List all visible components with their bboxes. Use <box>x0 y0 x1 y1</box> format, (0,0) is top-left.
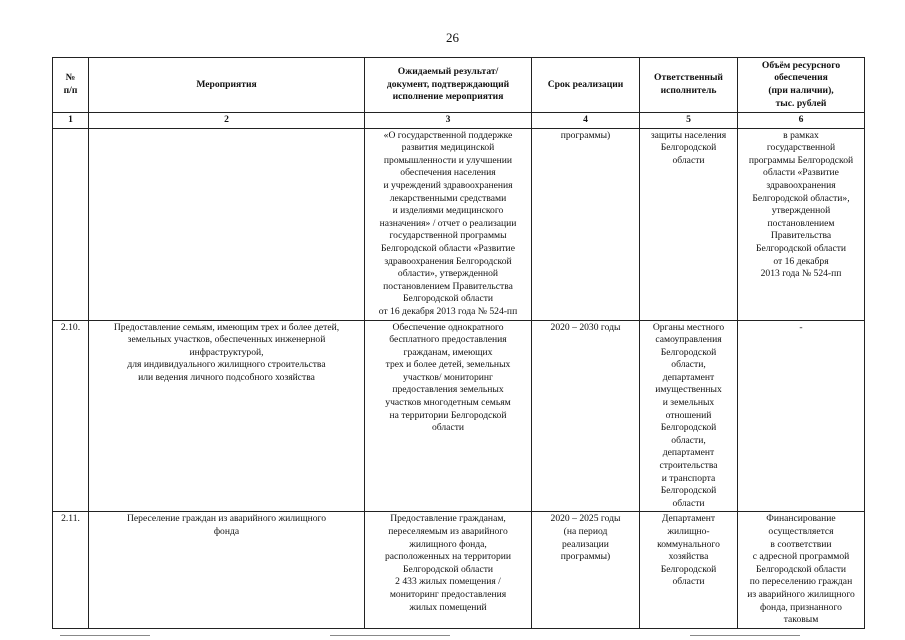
row-executor: Департамент жилищно- коммунального хозяйства Белгородской области <box>640 512 738 628</box>
row-term: 2020 – 2025 годы (на период реализации программы) <box>532 512 640 628</box>
page-number: 26 <box>446 30 459 45</box>
row-executor: защиты населения Белгородской области <box>640 128 738 320</box>
row-resources: Финансирование осуществляется в соответствии с адресной программой Белгородской области по переселению граждан из аварийного жилищного фонда, признанного таковым <box>738 512 865 628</box>
row-result: «О государственной поддержке развития медицинской промышленности и улучшении обеспечения населения и учреждений здравоохранения лекарственными средствами и изделиями медицинского назначения» / отчет о реализации государственной программы Белгородской области «Развитие здравоохранения Белгородской области», утвержденной постановлением Правительства Белгородской области от 16 декабря 2013 года № 524-пп <box>365 128 532 320</box>
column-number: 3 <box>365 113 532 129</box>
header-executor <box>640 58 738 113</box>
row-result: Предоставление гражданам, переселяемым из аварийного жилищного фонда, расположенных на территории Белгородской области 2 433 жилых помещения / мониторинг предоставления жилых помещений <box>365 512 532 628</box>
header-measures <box>89 58 365 113</box>
row-number: 2.11. <box>53 512 89 628</box>
table-row <box>53 128 865 320</box>
row-result: Обеспечение однократного бесплатного предоставления гражданам, имеющих трех и более детей, земельных участков/ мониторинг предоставления земельных участков многодетным семьям на территории Белгородской области <box>365 320 532 512</box>
header-measures-label: Мероприятия <box>196 78 257 90</box>
header-expected-result <box>365 58 532 113</box>
row-measure <box>89 128 365 320</box>
column-number: 2 <box>89 113 365 129</box>
header-resources-label: Объём ресурсного обеспечения (при наличии), тыс. рублей <box>761 59 841 109</box>
scan-artifact-line <box>60 635 150 636</box>
column-number: 4 <box>532 113 640 129</box>
row-measure: Переселение граждан из аварийного жилищного фонда <box>89 512 365 628</box>
header-expected-result-label: Ожидаемый результат/ документ, подтверждающий исполнение мероприятия <box>386 66 510 103</box>
row-term: программы) <box>532 128 640 320</box>
column-number-row <box>53 113 865 129</box>
row-executor: Органы местного самоуправления Белгородской области, департамент имущественных и земельных отношений Белгородской области, департамент строительства и транспорта Белгородской области <box>640 320 738 512</box>
scan-artifact-line <box>690 635 800 636</box>
header-number <box>53 58 89 113</box>
header-row <box>53 58 865 113</box>
column-number: 5 <box>640 113 738 129</box>
row-measure: Предоставление семьям, имеющим трех и более детей, земельных участков, обеспеченных инженерной инфраструктурой, для индивидуального жилищного строительства или ведения личного подсобного хозяйства <box>89 320 365 512</box>
row-resources: - <box>738 320 865 512</box>
header-resources <box>738 58 865 113</box>
header-term-label: Срок реализации <box>547 78 624 90</box>
column-number: 1 <box>53 113 89 129</box>
row-resources: в рамках государственной программы Белгородской области «Развитие здравоохранения Белгородской области», утвержденной постановлением Правительства Белгородской области от 16 декабря 2013 года № 524-пп <box>738 128 865 320</box>
header-executor-label: Ответственный исполнитель <box>654 72 723 96</box>
column-number: 6 <box>738 113 865 129</box>
header-term <box>532 58 640 113</box>
scan-artifact-line <box>330 635 450 636</box>
activities-table <box>52 57 865 629</box>
header-number-label: № п/п <box>63 72 78 96</box>
table-row <box>53 320 865 512</box>
table-row <box>53 512 865 628</box>
row-number: 2.10. <box>53 320 89 512</box>
row-term: 2020 – 2030 годы <box>532 320 640 512</box>
row-number <box>53 128 89 320</box>
